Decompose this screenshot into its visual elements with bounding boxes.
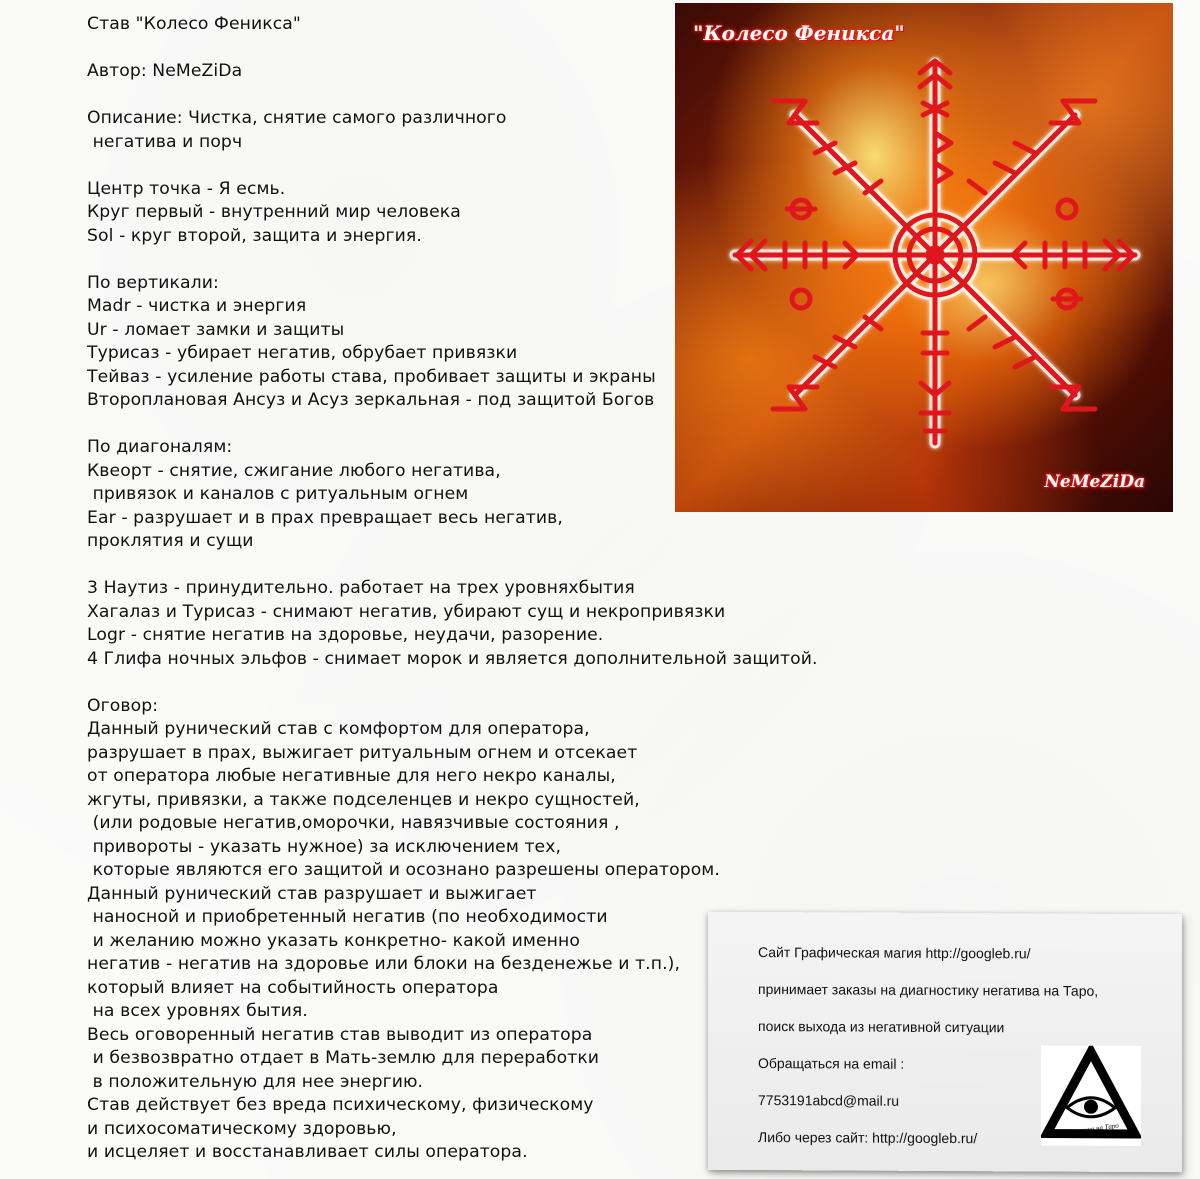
ad-line-contact: Обращаться на email : <box>758 1055 905 1072</box>
ad-line-orders: принимает заказы на диагностику негатива на Таро, <box>758 981 1099 999</box>
text-line <box>87 671 818 695</box>
logo-caption: Диагностика на Таро <box>1054 1121 1120 1138</box>
text-line: По вертикали: <box>87 272 219 293</box>
text-line: Автор: NeMeZiDa <box>87 61 243 81</box>
text-line: и желанию можно указать конкретно- какой именно <box>87 930 580 951</box>
text-line: 4 Глифа ночных эльфов - снимает морок и является дополнительной защитой. <box>87 648 818 669</box>
text-line: Sol - круг второй, защита и энергия. <box>87 225 422 246</box>
text-line: Став "Колесо Феникса" <box>87 14 301 34</box>
text-line: Круг первый - внутренний мир человека <box>87 202 461 222</box>
text-line: который влияет на событийность оператора <box>87 977 499 998</box>
text-line: 3 Наутиз - принудительно. работает на трех уровняхбытия <box>87 578 635 598</box>
text-line: разрушает в прах, выжигает ритуальным огнем и отсекает <box>87 742 638 763</box>
text-line: Хагалаз и Турисаз - снимают негатив, убирают сущ и некропривязки <box>87 601 726 622</box>
ad-line-site: Сайт Графическая магия http://googleb.ru/ <box>758 944 1031 962</box>
image-title: "Колесо Феникса" <box>693 21 905 45</box>
text-line: Madr - чистка и энергия <box>87 296 307 316</box>
text-line: на всех уровнях бытия. <box>87 1001 308 1021</box>
stav-image <box>675 3 1173 512</box>
text-line: и безвозвратно отдает в Мать-землю для переработки <box>87 1048 600 1068</box>
text-line <box>87 554 818 578</box>
text-line: Ur - ломает замки и защиты <box>87 319 345 340</box>
text-line: наносной и приобретенный негатив (по необходимости <box>87 907 608 927</box>
text-line: от оператора любые негативные для него некро каналы, <box>87 766 616 786</box>
ad-line-search: поиск выхода из негативной ситуации <box>758 1018 1005 1036</box>
eye-triangle-icon <box>1041 1046 1141 1147</box>
ad-email[interactable]: 7753191abcd@mail.ru <box>758 1092 900 1109</box>
text-line: (или родовые негатив,оморочки, навязчивые состояния , <box>87 813 620 833</box>
text-line: и исцеляет и восстанавливает силы оператора. <box>87 1142 528 1162</box>
text-line: проклятия и сущи <box>87 531 254 551</box>
text-line: Центр точка - Я есмь. <box>87 178 286 199</box>
rune-wheel-icon <box>675 3 1173 512</box>
ad-note <box>708 912 1182 1172</box>
text-line: жгуты, привязки, а также подселенцев и некро сущностей, <box>87 789 640 810</box>
text-line: в положительную для нее энергию. <box>87 1071 424 1092</box>
image-author: NeMeZiDa <box>1044 472 1145 492</box>
text-line: Данный рунический став с комфортом для оператора, <box>87 719 590 739</box>
text-line: Тейваз - усиление работы става, пробивает защиты и экраны <box>87 366 656 387</box>
text-line: Квеорт - снятие, сжигание любого негатива, <box>87 460 501 481</box>
text-line: По диагоналям: <box>87 437 233 457</box>
text-line: Описание: Чистка, снятие самого различного <box>87 108 507 128</box>
text-line: и психосоматическому здоровью, <box>87 1118 397 1139</box>
text-line: Оговор: <box>87 695 159 716</box>
text-line: негатив - негатив на здоровье или блоки на безденежье и т.п.), <box>87 954 681 974</box>
text-line: Став действует без вреда психическому, физическому <box>87 1095 594 1115</box>
text-line: негатива и порч <box>87 131 243 152</box>
text-line: Ear - разрушает и в прах превращает весь негатив, <box>87 507 563 528</box>
text-line: которые являются его защитой и осознано разрешены оператором. <box>87 860 720 880</box>
text-line: Турисаз - убирает негатив, обрубает привязки <box>87 343 518 363</box>
text-line: Logr - снятие негатив на здоровье, неудачи, разорение. <box>87 625 604 645</box>
text-line: Данный рунический став разрушает и выжигает <box>87 883 537 904</box>
text-line: привороты - указать нужное) за исключением тех, <box>87 836 562 857</box>
ad-line-site-link: Либо через сайт: http://googleb.ru/ <box>758 1129 978 1147</box>
text-line: Весь оговоренный негатив став выводит из оператора <box>87 1024 593 1045</box>
text-line: Второплановая Ансуз и Асуз зеркальная - под защитой Богов <box>87 390 655 410</box>
text-line: привязок и каналов с ритуальным огнем <box>87 484 469 504</box>
